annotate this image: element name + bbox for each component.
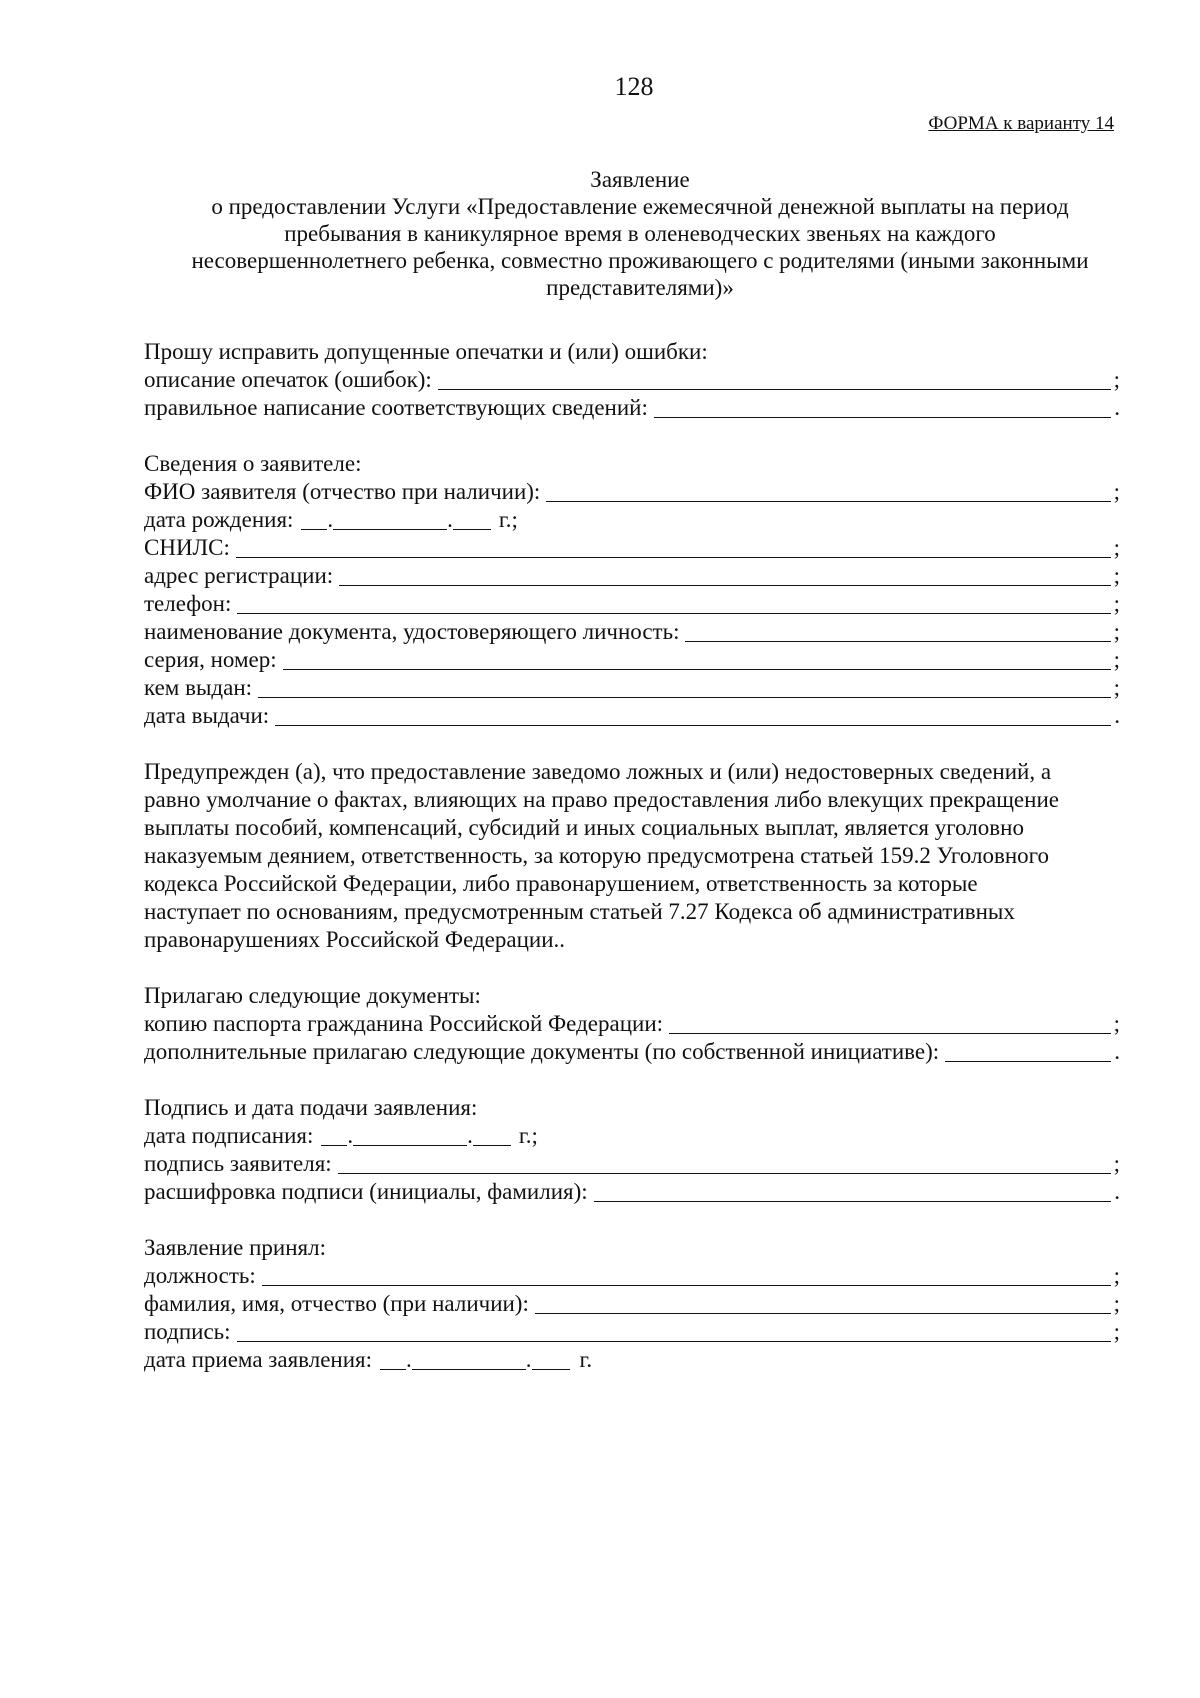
passport-copy-label: копию паспорта гражданина Российской Федерации: (144, 1011, 664, 1036)
position-label: должность: (144, 1263, 256, 1288)
title-line: пребывания в каникулярное время в оленеводческих звеньях на каждого (284, 221, 996, 246)
correct-spelling-label: правильное написание соответствующих сведений: (144, 395, 648, 420)
signing-day-field[interactable] (321, 1125, 347, 1146)
acceptance-day-field[interactable] (380, 1349, 406, 1370)
official-fio-row: фамилия, имя, отчество (при наличии): ; (144, 1291, 1120, 1316)
acceptance-month-field[interactable] (412, 1349, 526, 1370)
typo-description-field[interactable] (438, 369, 1111, 390)
liability-warning: Предупрежден (а), что предоставление заведомо ложных и (или) недостоверных сведений, а равно умолчание о фактах, влияющих на право предоставления либо влекущих прекращение выплаты пособий, компенсаций, субсидий и иных социальных выплат, является уголовно наказуемым деянием, ответственность, за которую предусмотрена статьей 159.2 Уголовного кодекса Российской Федерации, либо правонарушением, ответственность за которые наступает по основаниям, предусмотренным статьей 7.27 Кодекса об административных правонарушениях Российской Федерации.. (144, 759, 1059, 952)
title-line: представителями)» (546, 275, 734, 300)
additional-docs-label: дополнительные прилагаю следующие документы (по собственной инициативе): (144, 1039, 940, 1064)
id-document-row: наименование документа, удостоверяющего личность: ; (144, 619, 1120, 644)
snils-field[interactable] (236, 537, 1111, 558)
issue-date-row: дата выдачи: . (144, 703, 1120, 728)
signing-date-label: дата подписания: (144, 1123, 314, 1148)
issue-date-field[interactable] (275, 705, 1111, 726)
signing-year-field[interactable] (473, 1125, 511, 1146)
applicant-heading: Сведения о заявителе: (144, 451, 362, 476)
phone-row: телефон: ; (144, 591, 1120, 616)
form-body (144, 338, 1120, 1374)
birth-day-field[interactable] (301, 509, 327, 530)
position-field[interactable] (262, 1265, 1111, 1286)
id-document-field[interactable] (685, 621, 1110, 642)
id-document-label: наименование документа, удостоверяющего личность: (144, 619, 680, 644)
address-label: адрес регистрации: (144, 563, 334, 588)
signature-decode-field[interactable] (594, 1181, 1112, 1202)
phone-label: телефон: (144, 591, 232, 616)
acceptance-year-field[interactable] (532, 1349, 570, 1370)
birth-date-label: дата рождения: (144, 507, 294, 532)
applicant-fio-field[interactable] (546, 481, 1110, 502)
applicant-signature-row: подпись заявителя: ; (144, 1151, 1120, 1176)
title-line: несовершеннолетнего ребенка, совместно проживающего с родителями (иными законными (191, 248, 1089, 273)
official-fio-field[interactable] (535, 1293, 1111, 1314)
issue-date-label: дата выдачи: (144, 703, 270, 728)
issued-by-field[interactable] (258, 677, 1111, 698)
applicant-signature-label: подпись заявителя: (144, 1151, 332, 1176)
title-line: Заявление (590, 167, 690, 192)
official-signature-row: подпись: ; (144, 1319, 1120, 1344)
applicant-fio-label: ФИО заявителя (отчество при наличии): (144, 479, 541, 504)
additional-docs-row: дополнительные прилагаю следующие документы (по собственной инициативе): . (144, 1039, 1120, 1064)
passport-copy-row: копию паспорта гражданина Российской Федерации: ; (144, 1011, 1120, 1036)
acceptance-date-label: дата приема заявления: (144, 1347, 372, 1372)
signing-date-row: дата подписания: . . г.; (144, 1123, 538, 1148)
passport-copy-field[interactable] (669, 1013, 1111, 1034)
series-number-field[interactable] (283, 649, 1111, 670)
issued-by-row: кем выдан: ; (144, 675, 1120, 700)
document-title (140, 166, 1140, 301)
title-line: о предоставлении Услуги «Предоставление ежемесячной денежной выплаты на период (211, 194, 1069, 219)
series-number-row: серия, номер: ; (144, 647, 1120, 672)
birth-month-field[interactable] (333, 509, 447, 530)
birth-date-row: дата рождения: . . г.; (144, 507, 518, 532)
official-signature-field[interactable] (237, 1321, 1111, 1342)
address-row: адрес регистрации: ; (144, 563, 1120, 588)
corrections-intro: Прошу исправить допущенные опечатки и (или) ошибки: (144, 339, 708, 364)
form-variant-label: ФОРМА к варианту 14 (928, 113, 1114, 134)
signature-heading: Подпись и дата подачи заявления: (144, 1095, 478, 1120)
signature-decode-label: расшифровка подписи (инициалы, фамилия): (144, 1179, 588, 1204)
birth-year-field[interactable] (453, 509, 491, 530)
typo-description-label: описание опечаток (ошибок): (144, 367, 432, 392)
correct-spelling-row: правильное написание соответствующих сведений: . (144, 395, 1120, 420)
attachments-heading: Прилагаю следующие документы: (144, 983, 481, 1008)
series-number-label: серия, номер: (144, 647, 277, 672)
official-signature-label: подпись: (144, 1319, 231, 1344)
signing-month-field[interactable] (353, 1125, 467, 1146)
page-number: 128 (614, 72, 654, 101)
snils-label: СНИЛС: (144, 535, 230, 560)
signature-decode-row: расшифровка подписи (инициалы, фамилия): . (144, 1179, 1120, 1204)
additional-docs-field[interactable] (945, 1041, 1111, 1062)
phone-field[interactable] (237, 593, 1110, 614)
address-field[interactable] (339, 565, 1110, 586)
snils-row: СНИЛС: ; (144, 535, 1120, 560)
typo-description-row: описание опечаток (ошибок): ; (144, 367, 1120, 392)
position-row: должность: ; (144, 1263, 1120, 1288)
correct-spelling-field[interactable] (654, 397, 1111, 418)
issued-by-label: кем выдан: (144, 675, 253, 700)
applicant-signature-field[interactable] (338, 1153, 1111, 1174)
official-fio-label: фамилия, имя, отчество (при наличии): (144, 1291, 529, 1316)
accepted-heading: Заявление принял: (144, 1235, 327, 1260)
acceptance-date-row: дата приема заявления: . . г. (144, 1347, 593, 1372)
applicant-fio-row: ФИО заявителя (отчество при наличии): ; (144, 479, 1120, 504)
